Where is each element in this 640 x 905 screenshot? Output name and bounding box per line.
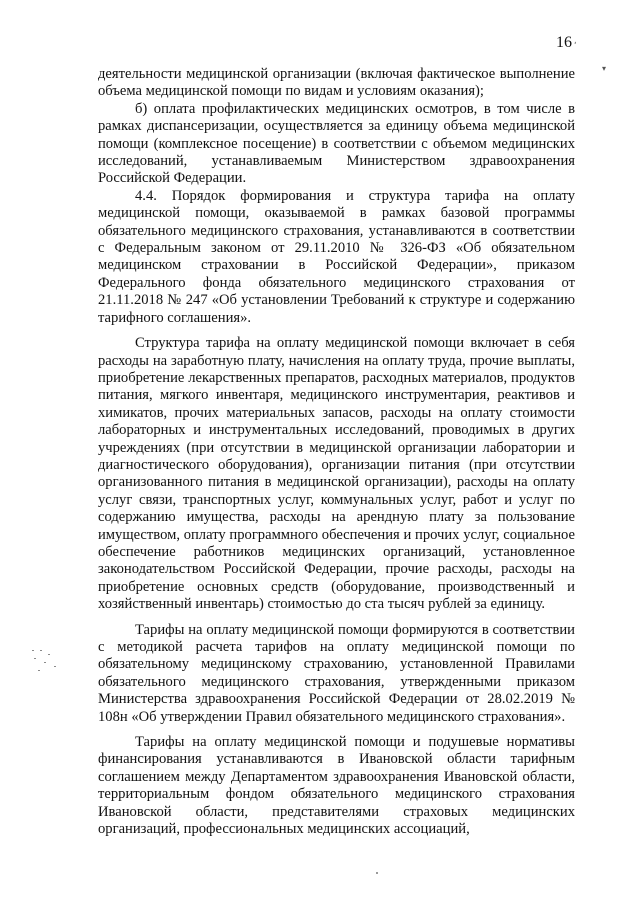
paragraph-section-4-4: 4.4. Порядок формирования и структура тарифа на оплату медицинской помощи, оказываемой в рамках базовой программы обязательного медицинского страхования, устанавливаются в соответствии с Федеральным законом от 29.11.2010 № 326-ФЗ «Об обязательном медицинском страховании в Российской Федерации», приказом Федерального фонда обязательного медицинского страхования от 21.11.2018 № 247 «Об установлении Требований к структуре и содержанию тарифного соглашения». [98, 187, 575, 326]
paragraph-tariff-methodology: Тарифы на оплату медицинской помощи формируются в соответствии с методикой расчета тарифов на оплату медицинской помощи по обязательному медицинскому страхованию, установленной Правилами обязательного медицинского страхования, утвержденными приказом Министерства здравоохранения Российской Федерации от 28.02.2019 № 108н «Об утверждении Правил обязательного медицинского страхования». [98, 621, 575, 725]
paragraph-tariff-structure: Структура тарифа на оплату медицинской помощи включает в себя расходы на заработную плату, начисления на оплату труда, прочие выплаты, приобретение лекарственных препаратов, расходных материалов, продуктов питания, мягкого инвентаря, медицинского инструментария, реактивов и химикатов, прочих материальных запасов, расходы на оплату стоимости лабораторных и инструментальных исследований, проводимых в других учреждениях (при отсутствии в медицинской организации лаборатории и диагностического оборудования), организации питания (при отсутствии организованного питания в медицинской организации), расходы на оплату услуг связи, транспортных услуг, коммунальных услуг, работ и услуг по содержанию имущества, расходы на арендную плату за пользование имуществом, оплату программного обеспечения и прочих услуг, социальное обеспечение работников медицинских организаций, установленное законодательством Российской Федерации, прочие расходы, расходы на приобретение основных средств (оборудование, производственный и хозяйственный инвентарь) стоимостью до ста тысяч рублей за единицу. [98, 335, 575, 613]
scan-tick-mark: ʹ [574, 42, 577, 52]
document-body [98, 66, 575, 838]
scan-arrow-mark: ▾ [602, 64, 607, 73]
paragraph-item-b: б) оплата профилактических медицинских осмотров, в том числе в рамках диспансеризации, осуществляется за единицу объема медицинской помощи (комплексное посещение) в соответствии с объемом медицинских исследований, устанавливаемым Министерством здравоохранения Российской Федерации. [98, 100, 575, 187]
paragraph-tariff-agreement: Тарифы на оплату медицинской помощи и подушевые нормативы финансирования устанавливаются в Ивановской области тарифным соглашением между Департаментом здравоохранения Ивановской области, территориальным фондом обязательного медицинского страхования Ивановской области, представителями страховых медицинских организаций, профессиональных медицинских ассоциаций, [98, 734, 575, 838]
page-number: 16 [556, 34, 572, 51]
scan-specks [28, 648, 68, 678]
paragraph-continuation: деятельности медицинской организации (включая фактическое выполнение объема медицинской помощи по видам и условиям оказания); [98, 66, 575, 100]
scan-dot [376, 872, 378, 874]
